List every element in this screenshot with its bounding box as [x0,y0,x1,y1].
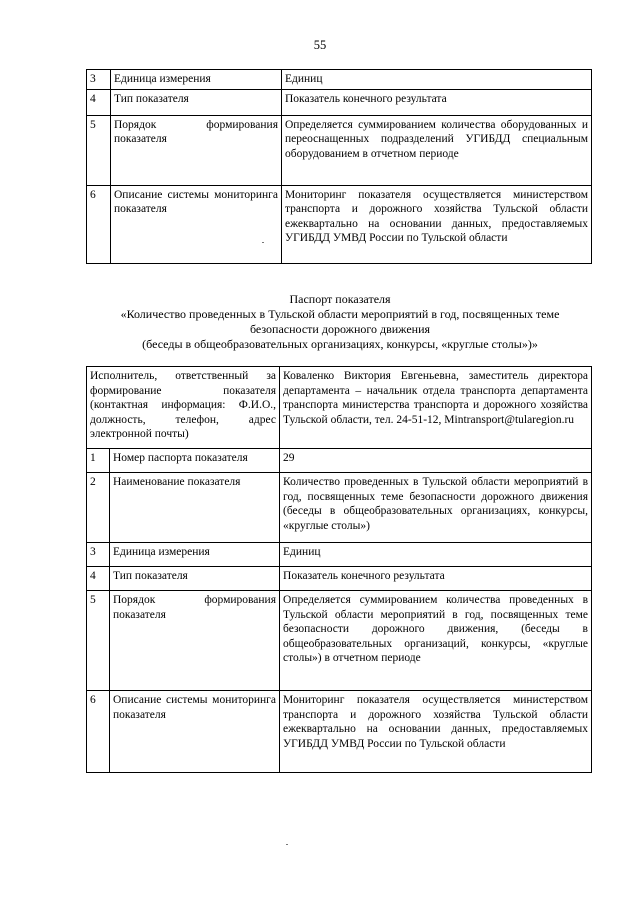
executor-value: Коваленко Виктория Евгеньевна, заместитель директора департамента – начальник отдела транспорта департамента транспорта министерства транспорта и дорожного хозяйства Тульской области, тел. 24-51-12, Mintransport@tularegion.ru [280,367,592,449]
row-value: Количество проведенных в Тульской области мероприятий в год, посвященных теме безопасности дорожного движения (беседы в общеобразовательных организациях, конкурсы, «круглые столы») [280,473,592,543]
row-value: Мониторинг показателя осуществляется министерством транспорта и дорожного хозяйства Тульской области ежеквартально на основании данных, предоставляемых УГИБДД УМВД России по Тульской области [280,691,592,773]
row-value: Единиц [280,543,592,567]
table-row [87,591,592,691]
row-label: Тип показателя [110,567,280,591]
table-row [87,70,592,90]
row-number: 1 [87,449,110,473]
row-label: Единица измерения [110,543,280,567]
row-value: Мониторинг показателя осуществляется министерством транспорта и дорожного хозяйства Тульской области ежеквартально на основании данных, предоставляемых УГИБДД УМВД России по Тульской области [282,185,592,263]
passport-title-block [70,292,610,352]
row-label: Описание системы мониторинга показателя [111,185,282,263]
table-row [87,89,592,115]
row-value: Единиц [282,70,592,90]
row-number: 4 [87,89,111,115]
row-number: 6 [87,691,110,773]
row-value: Определяется суммированием количества оборудованных и переоснащенных подразделений УГИБДД специальным оборудованием в отчетном периоде [282,115,592,185]
table-row [87,473,592,543]
passport-title-line: безопасности дорожного движения [249,322,431,336]
scan-speck [262,242,264,243]
table-row [87,115,592,185]
table-row [87,449,592,473]
row-label: Наименование показателя [110,473,280,543]
row-value: Показатель конечного результата [282,89,592,115]
executor-label: Исполнитель, ответственный за формирование показателя (контактная информация: Ф.И.О., должность, телефон, адрес электронной почты) [87,367,280,449]
scan-speck [286,844,288,845]
row-number: 4 [87,567,110,591]
indicator-passport-table [86,366,592,773]
executor-row [87,367,592,449]
table-row [87,691,592,773]
row-value: 29 [280,449,592,473]
passport-heading: Паспорт показателя [289,292,391,306]
row-number: 5 [87,591,110,691]
table-row [87,185,592,263]
row-number: 3 [87,543,110,567]
row-label: Порядок формирования показателя [111,115,282,185]
indicator-table-continued [86,69,592,264]
page-number: 55 [313,38,327,52]
passport-title-line: (беседы в общеобразовательных организациях, конкурсы, «круглые столы»)» [142,337,538,351]
row-value: Показатель конечного результата [280,567,592,591]
row-label: Описание системы мониторинга показателя [110,691,280,773]
row-label: Единица измерения [111,70,282,90]
row-label: Порядок формирования показателя [110,591,280,691]
row-value: Определяется суммированием количества проведенных в Тульской области мероприятий в год, посвященных теме безопасности дорожного движения, (беседы в общеобразовательных организаций, конкурсы, «круглые столы») в отчетном периоде [280,591,592,691]
row-number: 6 [87,185,111,263]
table-row [87,543,592,567]
passport-title-line: «Количество проведенных в Тульской области мероприятий в год, посвященных теме [120,307,560,321]
row-number: 2 [87,473,110,543]
table-row [87,567,592,591]
row-number: 5 [87,115,111,185]
row-number: 3 [87,70,111,90]
row-label: Номер паспорта показателя [110,449,280,473]
row-label: Тип показателя [111,89,282,115]
